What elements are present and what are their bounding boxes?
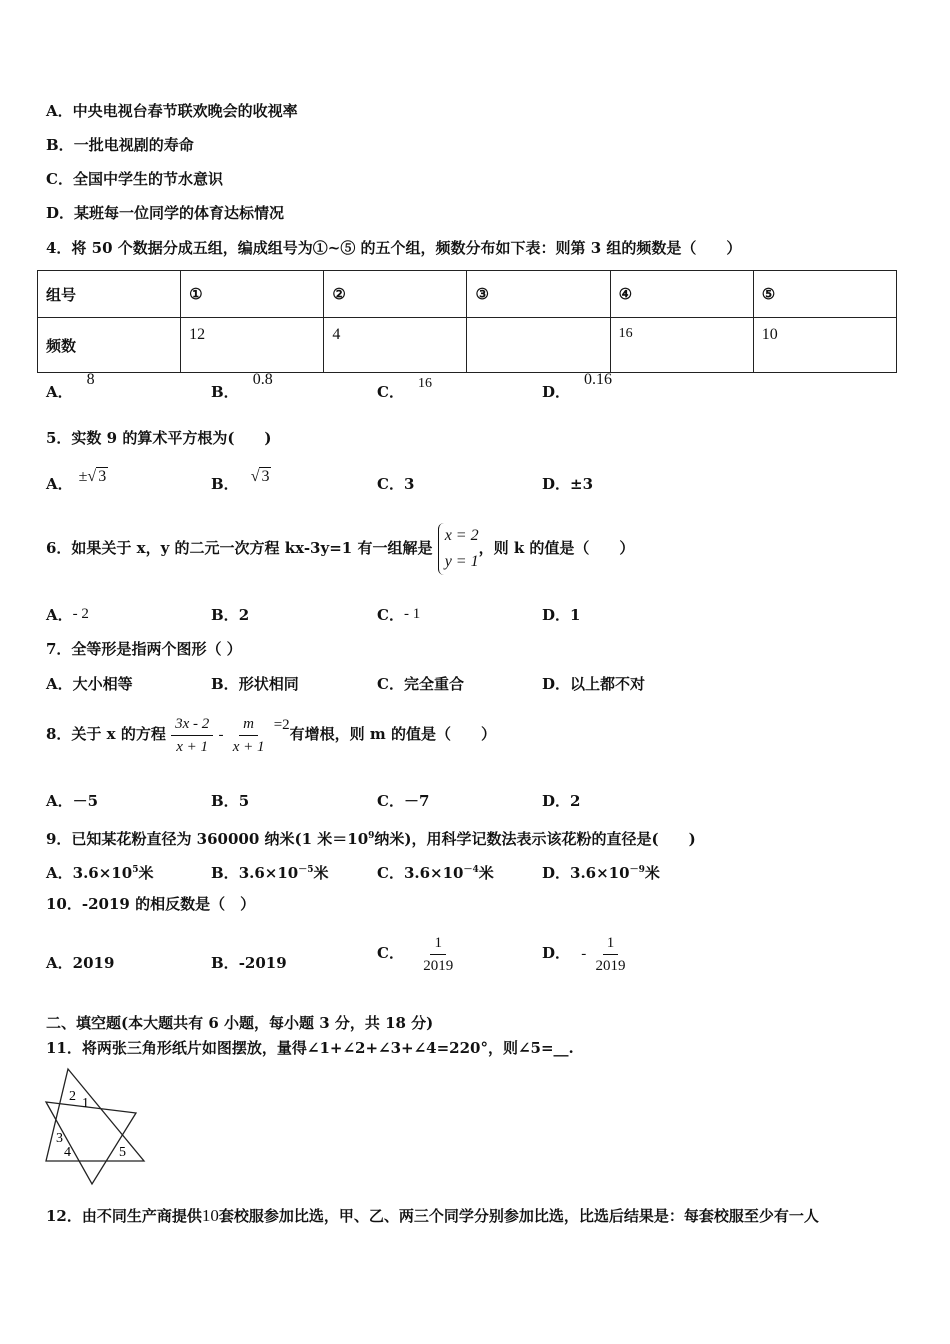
sqrt-expression: ±√ 3 <box>78 468 107 485</box>
table-cell: 16 <box>610 318 753 373</box>
table-cell: ④ <box>610 271 753 318</box>
q6-option-c: C．- 1 <box>377 606 421 624</box>
q6-option-d: D．1 <box>542 606 581 624</box>
q4-stem: 4．将 50 个数据分成五组，编成组号为①~⑤ 的五个组，频数分布如下表：则第 3 组的频数是（ ） <box>46 239 742 257</box>
angle-label-2: 2 <box>69 1089 76 1104</box>
q6-option-a: A．- 2 <box>46 606 89 624</box>
angle-label-3: 3 <box>56 1131 63 1146</box>
table-cell: ⑤ <box>753 271 896 318</box>
angle-label-4: 4 <box>64 1145 71 1160</box>
q10-stem: 10．-2019 的相反数是（ ） <box>46 895 256 913</box>
q7-option-a: A．大小相等 <box>46 675 133 693</box>
q4-option-b: B．0.8 <box>211 371 273 401</box>
q12-stem: 12．由不同生产商提供10套校服参加比选，甲、乙、两三个同学分别参加比选，比选后结果是：每套校服至少有一人 <box>46 1206 819 1225</box>
table-row <box>38 271 897 318</box>
q6-stem: 6．如果关于 x，y 的二元一次方程 kx-3y=1 有一组解是 x = 2 y = 1 ，则 k 的值是（ ） <box>46 520 634 576</box>
table-row <box>38 318 897 373</box>
table-cell: 组号 <box>38 271 181 318</box>
q8-option-d: D．2 <box>542 792 581 810</box>
q7-stem: 7．全等形是指两个图形（ ） <box>46 640 242 658</box>
q9-stem: 9．已知某花粉直径为 360000 纳米(1 米$=10^9$纳米)，用科学记数法表示该花粉的直径是( ) <box>46 830 696 848</box>
q8-stem: 8．关于 x 的方程 $\frac{3x - 2}{x + 1}$ - $\frac{m}{x + 1}$ =2有增根，则 m 的值是（ ） <box>46 708 496 760</box>
table-cell: ③ <box>467 271 610 318</box>
q3-option-b: B．一批电视剧的寿命 <box>46 136 194 154</box>
q9-option-b: B．$3.6\times 10^{-5}$米 <box>211 864 329 882</box>
q10-option-b: B．-2019 <box>211 954 287 972</box>
q11-stem: 11．将两张三角形纸片如图摆放，量得∠1+∠2+∠3+∠4=220°，则∠5=__. <box>46 1039 574 1057</box>
q9-option-d: D．$3.6\times 10^{-9}$米 <box>542 864 660 882</box>
q5-option-d: D．±3 <box>542 475 594 493</box>
q8-option-c: C．－7 <box>377 792 430 810</box>
table-cell: 4 <box>324 318 467 373</box>
angle-label-5: 5 <box>119 1145 126 1160</box>
q4-option-d: D．0.16 <box>542 371 613 401</box>
table-cell: 12 <box>181 318 324 373</box>
q7-option-b: B．形状相同 <box>211 675 299 693</box>
sqrt-expression: √ 3 <box>250 468 270 485</box>
angle-label-1: 1 <box>82 1096 89 1111</box>
equation-system: x = 2 y = 1 <box>438 523 479 575</box>
q10-option-a: A．2019 <box>46 954 115 972</box>
fraction: $\frac{1}{2019}$ <box>419 932 457 977</box>
q3-option-a: A．中央电视台春节联欢晚会的收视率 <box>46 102 298 120</box>
section-heading: 二、填空题(本大题共有 6 小题，每小题 3 分，共 18 分) <box>46 1014 434 1032</box>
q8-option-a: A．－5 <box>46 792 99 810</box>
table-cell <box>467 318 610 373</box>
triangle-a <box>46 1069 144 1161</box>
q10-option-c: C． $\frac{1}{2019}$ <box>377 930 457 977</box>
fraction: $\frac{3x - 2}{x + 1}$ <box>171 713 213 758</box>
q5-stem: 5．实数 9 的算术平方根为( ) <box>46 429 272 447</box>
triangles-figure <box>44 1066 148 1188</box>
fraction: $\frac{1}{2019}$ <box>591 932 629 977</box>
q7-option-d: D．以上都不对 <box>542 675 646 693</box>
q4-option-a: A．8 <box>46 371 95 401</box>
q9-option-c: C．$3.6\times 10^{-4}$米 <box>377 864 494 882</box>
table-cell: ② <box>324 271 467 318</box>
q7-option-c: C．完全重合 <box>377 675 464 693</box>
q4-option-c: C． 16 <box>377 376 432 401</box>
fraction: $\frac{m}{x + 1}$ <box>229 713 269 758</box>
q6-option-b: B．2 <box>211 606 250 624</box>
table-cell: 10 <box>753 318 896 373</box>
q8-option-b: B．5 <box>211 792 250 810</box>
q9-option-a: A．$3.6\times 10^5$米 <box>46 864 154 882</box>
table-cell: 频数 <box>38 318 181 373</box>
q3-option-d: D．某班每一位同学的体育达标情况 <box>46 204 285 222</box>
q3-option-c: C．全国中学生的节水意识 <box>46 170 223 188</box>
frequency-table <box>37 270 897 373</box>
table-cell: ① <box>181 271 324 318</box>
q5-option-a: A． ±√ 3 <box>46 468 107 493</box>
q5-option-c: C．3 <box>377 475 415 493</box>
q10-option-d: D． - $\frac{1}{2019}$ <box>542 930 629 977</box>
q5-option-b: B． √ 3 <box>211 468 270 493</box>
